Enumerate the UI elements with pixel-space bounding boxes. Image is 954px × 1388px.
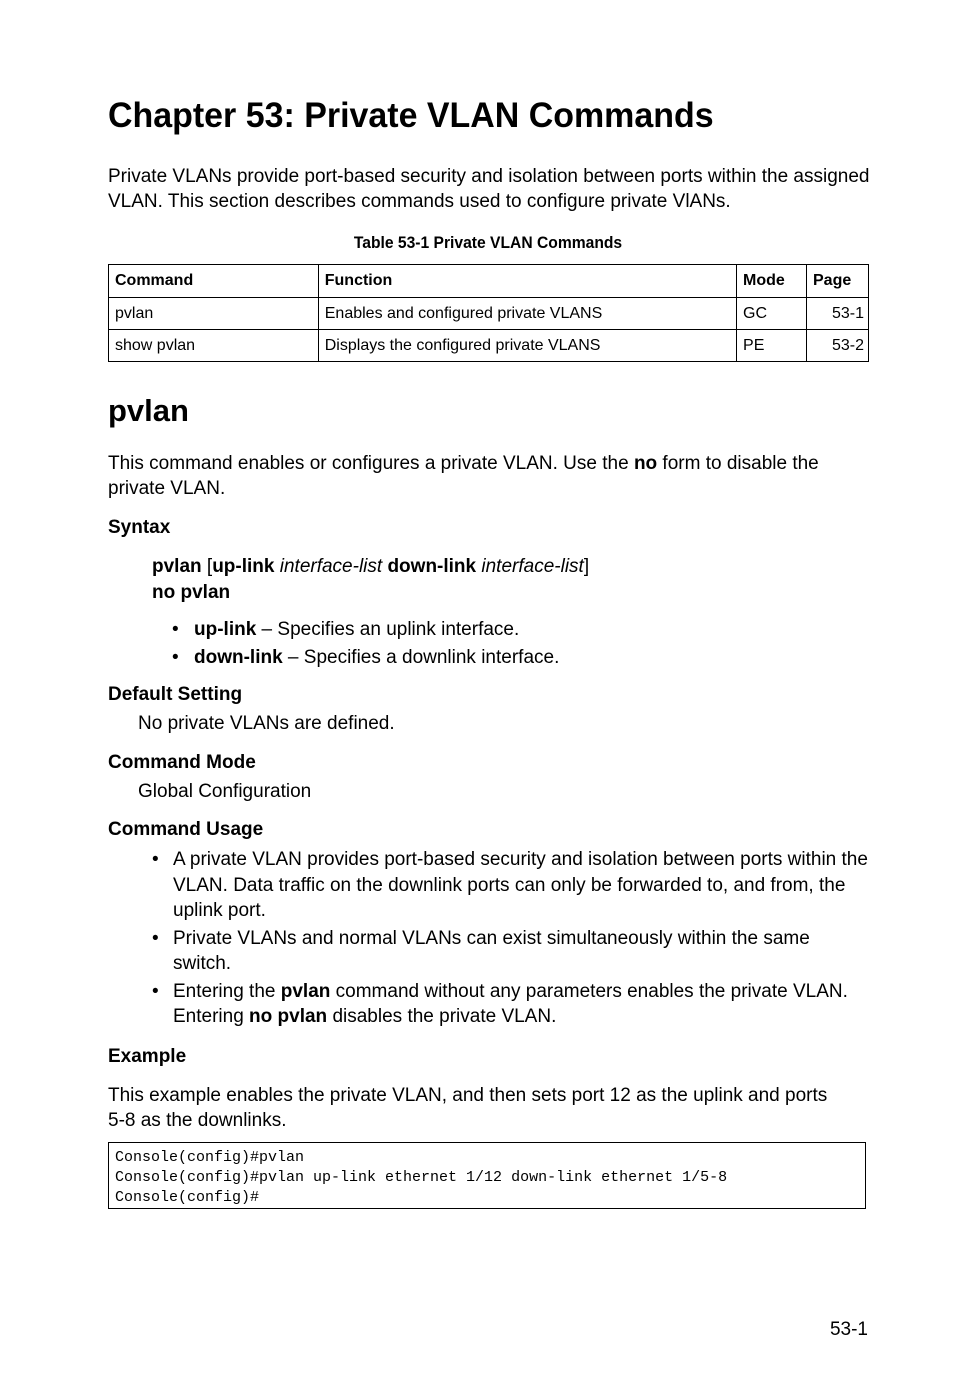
intro-paragraph: Private VLANs provide port-based security and isolation between ports within the assigned VLAN. This section describes commands used to configure private VlANs. bbox=[108, 166, 870, 212]
command-usage-list bbox=[152, 847, 868, 1032]
table-row bbox=[109, 330, 869, 362]
code-line: Console(config)#pvlan bbox=[115, 1149, 305, 1166]
section-intro bbox=[108, 451, 870, 501]
list-item bbox=[172, 644, 559, 672]
page-number: 53-1 bbox=[829, 1319, 868, 1340]
cell-command: pvlan bbox=[109, 298, 319, 330]
syntax-heading: Syntax bbox=[108, 517, 171, 538]
syntax-command: pvlan bbox=[152, 556, 202, 577]
command-usage-heading: Command Usage bbox=[108, 819, 264, 840]
syntax-block bbox=[152, 554, 589, 606]
header-mode: Mode bbox=[737, 265, 807, 298]
usage-text: disables the private VLAN. bbox=[327, 1006, 557, 1027]
usage-text: command without any parameters enables the private VLAN. Entering bbox=[173, 980, 848, 1027]
cell-function: Displays the configured private VLANS bbox=[318, 330, 736, 362]
code-example bbox=[108, 1142, 866, 1209]
example-text: This example enables the private VLAN, and then sets port 12 as the uplink and ports 5-8 as the downlinks. bbox=[108, 1085, 828, 1131]
list-item: • Private VLANs and normal VLANs can exist simultaneously within the same switch. bbox=[152, 926, 868, 977]
header-page: Page bbox=[807, 265, 869, 298]
chapter-title: Chapter 53: Private VLAN Commands bbox=[108, 96, 714, 135]
arg-interface-list: interface-list bbox=[481, 556, 584, 577]
bracket-open: [ bbox=[201, 556, 213, 577]
cell-page: 53-2 bbox=[807, 330, 869, 362]
option-term: up-link bbox=[194, 619, 257, 640]
default-setting-text: No private VLANs are defined. bbox=[138, 713, 395, 734]
code-line: Console(config)#pvlan up-link ethernet 1/12 down-link ethernet 1/5-8 bbox=[115, 1169, 728, 1186]
header-command: Command bbox=[109, 265, 319, 298]
option-desc: – Specifies a downlink interface. bbox=[282, 647, 560, 668]
syntax-no-command: no pvlan bbox=[152, 582, 231, 603]
list-item bbox=[172, 616, 559, 644]
cell-mode: PE bbox=[737, 330, 807, 362]
keyword-up-link: up-link bbox=[212, 556, 275, 577]
no-pvlan-keyword: no pvlan bbox=[249, 1006, 328, 1027]
section-title: pvlan bbox=[108, 393, 189, 428]
cell-command: show pvlan bbox=[109, 330, 319, 362]
table-header-row bbox=[109, 265, 869, 298]
syntax-line-2 bbox=[152, 580, 589, 606]
bracket-close: ] bbox=[583, 556, 590, 577]
syntax-options bbox=[172, 616, 559, 672]
option-desc: – Specifies an uplink interface. bbox=[256, 619, 520, 640]
cell-mode: GC bbox=[737, 298, 807, 330]
table-row bbox=[109, 298, 869, 330]
commands-table bbox=[108, 264, 869, 362]
command-mode-heading: Command Mode bbox=[108, 752, 256, 773]
no-keyword: no bbox=[633, 453, 658, 474]
intro-text-end: form to disable the private VLAN. bbox=[108, 453, 819, 499]
cell-page: 53-1 bbox=[807, 298, 869, 330]
keyword-down-link: down-link bbox=[387, 556, 477, 577]
list-item: • A private VLAN provides port-based security and isolation between ports within the VLAN. Data traffic on the downlink ports can only be forwarded to, and from, the uplink port. bbox=[152, 847, 868, 924]
default-setting-heading: Default Setting bbox=[108, 684, 243, 705]
cell-function: Enables and configured private VLANS bbox=[318, 298, 736, 330]
syntax-line-1 bbox=[152, 554, 589, 580]
arg-interface-list: interface-list bbox=[279, 556, 383, 577]
code-line: Console(config)# bbox=[115, 1189, 260, 1206]
command-mode-text: Global Configuration bbox=[138, 781, 312, 802]
table-caption: Table 53-1 Private VLAN Commands bbox=[353, 233, 623, 252]
intro-text: This command enables or configures a private VLAN. Use the bbox=[108, 453, 634, 474]
pvlan-keyword: pvlan bbox=[280, 980, 331, 1002]
header-function: Function bbox=[318, 265, 736, 298]
option-term: down-link bbox=[194, 647, 283, 668]
list-item bbox=[152, 979, 868, 1030]
usage-text: Entering the bbox=[173, 980, 281, 1002]
example-heading: Example bbox=[108, 1046, 187, 1067]
